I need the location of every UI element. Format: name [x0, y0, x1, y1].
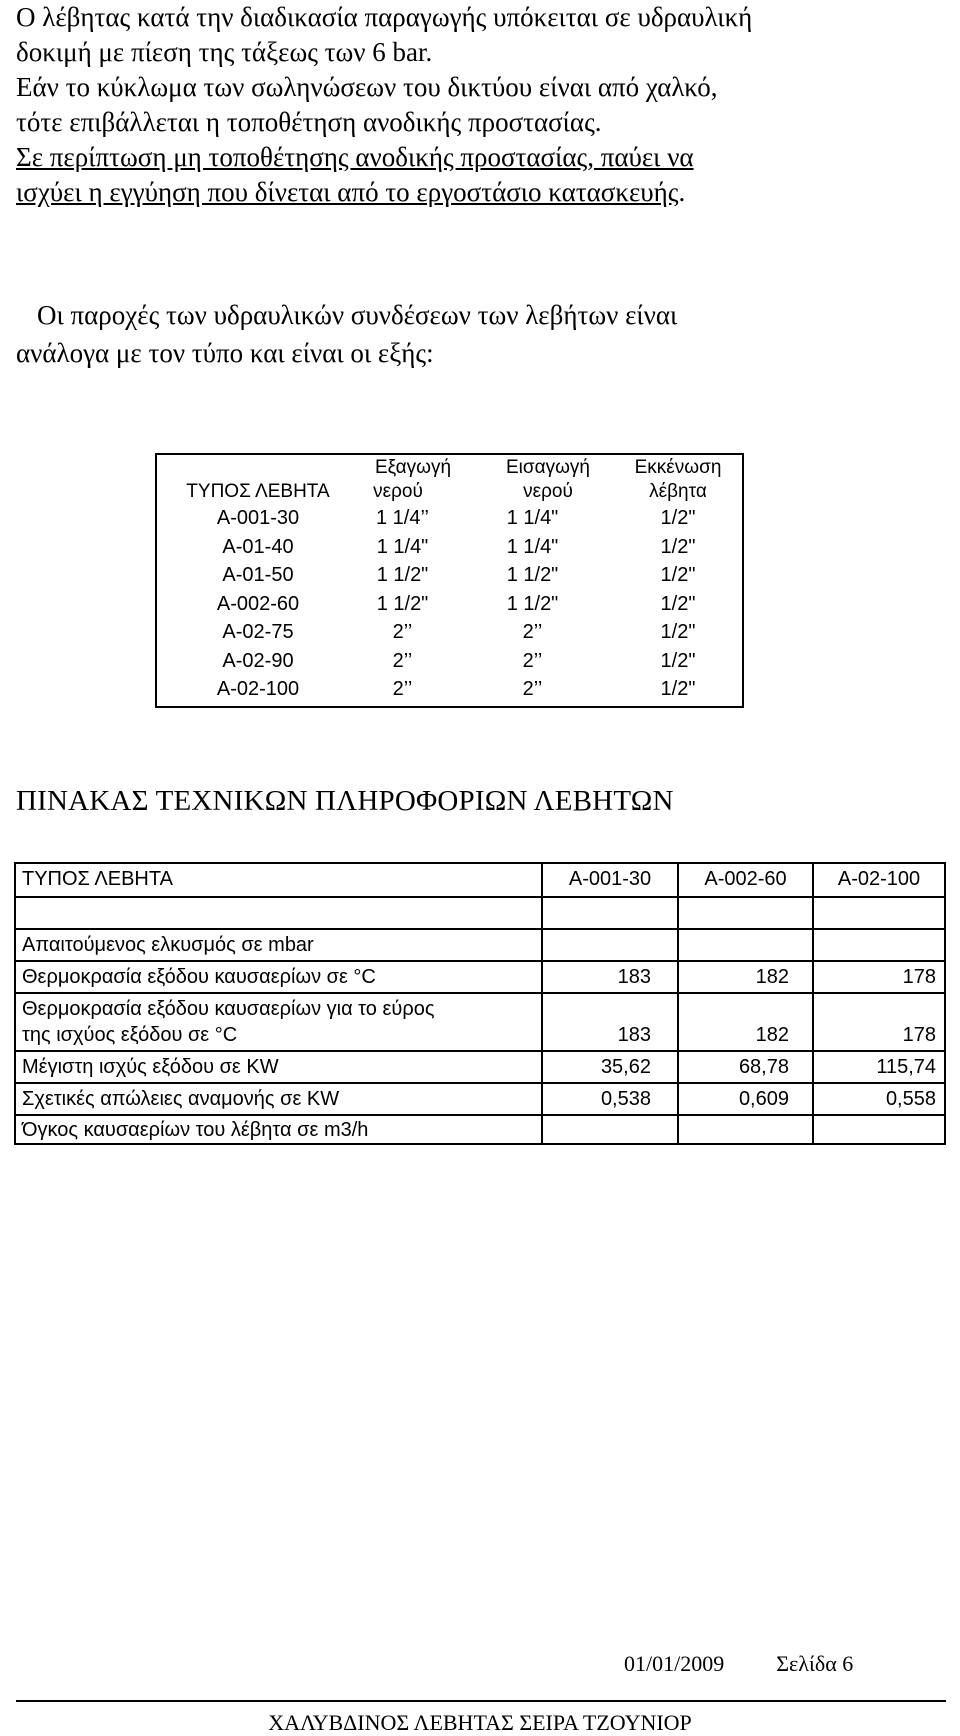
tech-losses-value: 0,558 — [885, 1088, 936, 1110]
page-number: Σελίδα 6 — [776, 1651, 854, 1676]
header-inlet-1: Εισαγωγή — [505, 457, 590, 478]
row-inlet: 2’’ — [522, 621, 543, 643]
connections-intro-line: Οι παροχές των υδραυλικών συνδέσεων των λεβήτων είναι — [37, 300, 678, 330]
tech-table-title: ΠΙΝΑΚΑΣ ΤΕΧΝΙΚΩΝ ΠΛΗΡΟΦΟΡΙΩΝ ΛΕΒΗΤΩΝ — [16, 785, 674, 817]
tech-losses-value: 0,609 — [738, 1088, 789, 1110]
tech-temp-value: 183 — [617, 966, 651, 988]
tech-temp-range-value: 178 — [902, 1024, 936, 1046]
row-drain: 1/2" — [660, 592, 696, 615]
header-drain-1: Εκκένωση — [634, 457, 722, 478]
tech-temp-range-value: 182 — [755, 1024, 789, 1046]
intro-paragraph — [16, 0, 946, 210]
row-drain: 1/2" — [660, 507, 696, 529]
connections-table — [155, 453, 744, 708]
connection-row — [155, 560, 744, 590]
header-inlet-2: νερού — [523, 481, 573, 502]
connection-row — [155, 617, 744, 647]
connection-row — [155, 532, 744, 562]
row-type: A-002-60 — [216, 592, 300, 615]
connection-row — [155, 589, 744, 619]
row-inlet: 1 1/2" — [506, 592, 559, 615]
tech-header-label: ΤΥΠΟΣ ΛΕΒΗΤΑ — [22, 868, 173, 890]
row-drain: 1/2" — [660, 535, 696, 558]
row-drain: 1/2" — [660, 649, 696, 672]
row-drain: 1/2" — [660, 564, 696, 586]
row-inlet: 1 1/4" — [506, 535, 559, 558]
tech-power-value: 68,78 — [738, 1056, 789, 1078]
header-type: ΤΥΠΟΣ ΛΕΒΗΤΑ — [186, 481, 330, 502]
footer-date-page — [624, 1650, 853, 1678]
tech-info-table — [14, 862, 946, 1145]
intro-line: Ο λέβητας κατά την διαδικασία παραγωγής υπόκειται σε υδραυλική — [16, 2, 753, 32]
connection-row — [155, 674, 744, 704]
intro-line: τότε επιβάλλεται η τοποθέτηση ανοδικής προστασίας. — [16, 107, 602, 137]
connection-row — [155, 503, 744, 533]
row-outlet: 1 1/2" — [376, 592, 429, 615]
row-type: A-02-100 — [216, 678, 300, 700]
tech-temp-value: 178 — [902, 966, 936, 988]
tech-temp-range-label: Θερμοκρασία εξόδου καυσαερίων για το εύρος — [22, 998, 435, 1020]
row-drain: 1/2" — [660, 621, 696, 643]
tech-header-model-3: A-02-100 — [837, 868, 921, 890]
header-drain-2: λέβητα — [649, 481, 707, 502]
footer-date: 01/01/2009 — [624, 1651, 725, 1676]
warranty-warning-line: Σε περίπτωση μη τοποθέτησης ανοδικής προστασίας, παύει να — [16, 142, 694, 172]
row-outlet: 2’’ — [392, 678, 413, 700]
warranty-warning-line-2: ισχύει η εγγύηση που δίνεται από το εργοστάσιο κατασκευής. — [16, 177, 686, 207]
tech-power-value: 115,74 — [876, 1056, 936, 1078]
row-outlet: 1 1/2" — [376, 564, 429, 586]
tech-losses-label: Σχετικές απώλειες αναμονής σε KW — [22, 1088, 340, 1110]
header-outlet-2: νερού — [373, 481, 423, 502]
footer-divider — [16, 1700, 946, 1702]
row-outlet: 2’’ — [392, 621, 413, 643]
row-drain: 1/2" — [660, 678, 696, 700]
tech-temp-range-label-2: της ισχύος εξόδου σε °C — [22, 1024, 238, 1046]
row-outlet: 1 1/4’’ — [375, 507, 429, 529]
row-outlet: 1 1/4" — [376, 535, 429, 558]
tech-volume-label: Όγκος καυσαερίων του λέβητα σε m3/h — [22, 1119, 369, 1141]
intro-line: Εάν το κύκλωμα των σωληνώσεων του δικτύου είναι από χαλκό, — [16, 72, 718, 102]
tech-temp-value: 182 — [755, 966, 789, 988]
row-type: A-02-90 — [222, 649, 294, 672]
row-outlet: 2’’ — [392, 649, 413, 672]
footer-title: ΧΑΛΥΒΔΙΝΟΣ ΛΕΒΗΤΑΣ ΣΕΙΡΑ ΤΖΟΥΝΙΟΡ — [268, 1710, 692, 1735]
header-outlet-1: Εξαγωγή — [374, 457, 452, 478]
connection-row — [155, 646, 744, 676]
tech-losses-value: 0,538 — [600, 1088, 651, 1110]
row-inlet: 1 1/2" — [506, 564, 559, 586]
connections-intro-paragraph — [16, 296, 677, 372]
tech-temp-range-value: 183 — [617, 1024, 651, 1046]
connections-table-header — [155, 453, 744, 505]
tech-draft-label: Απαιτούμενος ελκυσμός σε mbar — [22, 934, 314, 956]
connections-intro-line: ανάλογα με τον τύπο και είναι οι εξής: — [16, 338, 434, 368]
row-inlet: 2’’ — [522, 678, 543, 700]
row-type: A-02-75 — [222, 621, 294, 643]
row-type: A-01-50 — [222, 564, 294, 586]
intro-line: δοκιμή με πίεση της τάξεως των 6 bar. — [16, 37, 433, 67]
tech-temp-label: Θερμοκρασία εξόδου καυσαερίων σε °C — [22, 966, 376, 988]
tech-power-label: Μέγιστη ισχύς εξόδου σε KW — [22, 1056, 279, 1078]
row-type: A-001-30 — [216, 507, 300, 529]
tech-header-model-2: A-002-60 — [704, 868, 787, 890]
tech-header-model-1: A-001-30 — [568, 868, 652, 890]
row-inlet: 2’’ — [522, 649, 543, 672]
row-type: A-01-40 — [222, 535, 294, 558]
row-inlet: 1 1/4" — [506, 507, 559, 529]
tech-power-value: 35,62 — [600, 1056, 651, 1078]
